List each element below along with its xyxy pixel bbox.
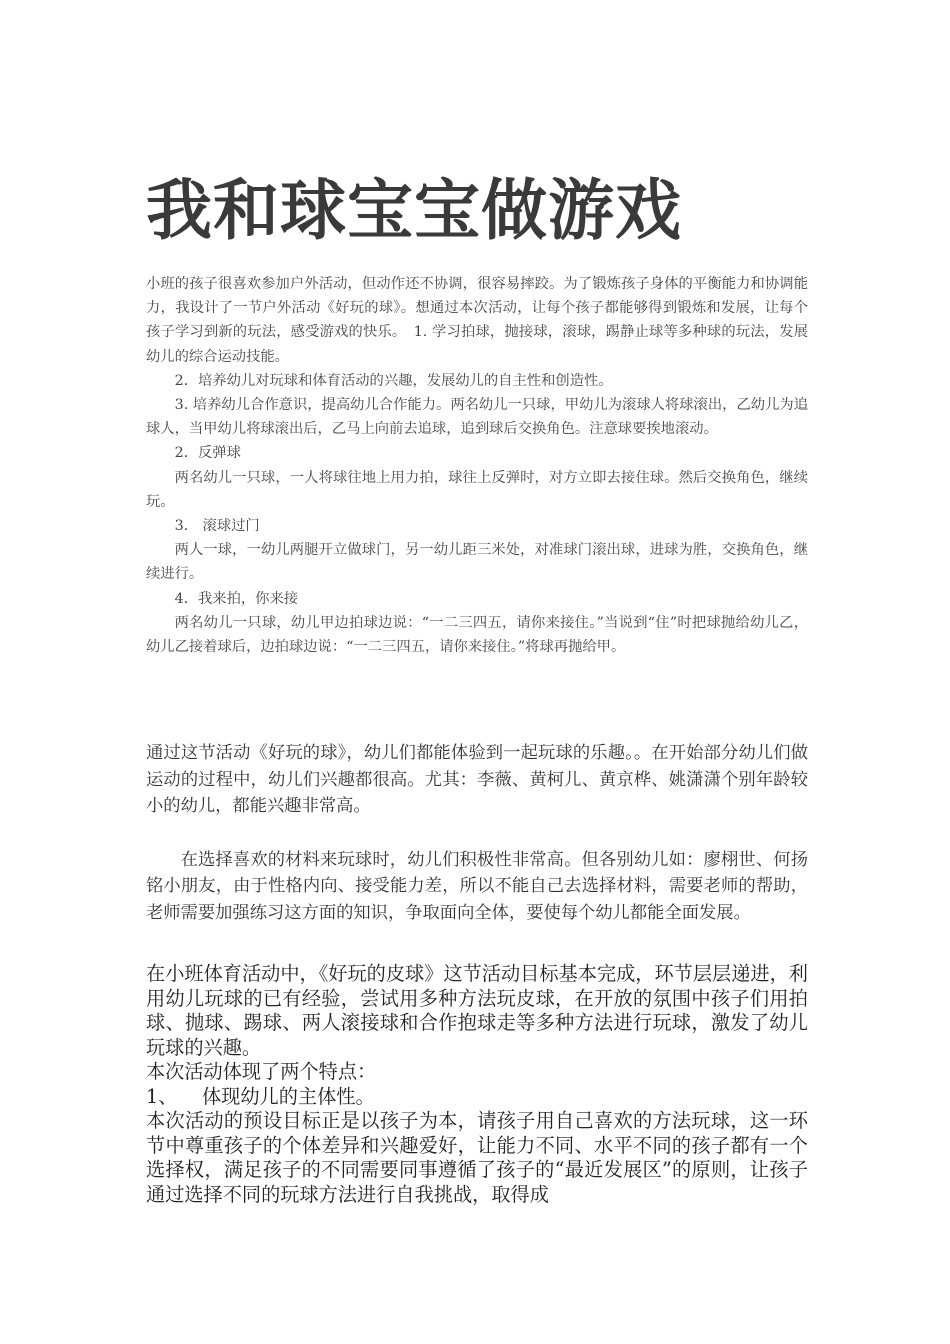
activity-plan-section [146,272,808,659]
reflection-section [146,740,808,926]
game-heading-bounce: 2．反弹球 [174,445,241,462]
game-heading-goal: 3． 滚球过门 [174,518,260,535]
evaluation-paragraph-1: 在小班体育活动中，《好玩的皮球》这节活动目标基本完成，环节层层递进，利用幼儿玩球的已有经验，尝试用多种方法玩皮球，在开放的氛围中孩子们用拍球、抛球、踢球、两人滚接球和合作抱球走等多种方法进行玩球，激发了幼儿玩球的兴趣。 [146,962,808,1059]
game-heading-pat-catch: 4．我来拍，你来接 [174,590,299,607]
list-number: 1、 [146,1084,178,1108]
reflection-paragraph-2: 在选择喜欢的材料来玩球时，幼儿们积极性非常高。但各别幼儿如：廖栩世、何扬铭小朋友，由于性格内向、接受能力差，所以不能自己去选择材料，需要老师的帮助，老师需要加强练习这方面的知识，争取面向全体，要使每个幼儿都能全面发展。 [146,849,808,923]
evaluation-paragraph-3: 本次活动的预设目标正是以孩子为本，请孩子用自己喜欢的方法玩球，这一环节中尊重孩子的个体差异和兴趣爱好，让能力不同、水平不同的孩子都有一个选择权，满足孩子的不同需要同事遵循了孩子的“最近发展区”的原则，让孩子通过选择不同的玩球方法进行自我挑战，取得成 [146,1109,808,1206]
reflection-paragraph-1: 通过这节活动《好玩的球》，幼儿们都能体验到一起玩球的乐趣。。在开始部分幼儿们做运动的过程中，幼儿们兴趣都很高。尤其：李薇、黄柯儿、黄京桦、姚潇潇个别年龄较小的幼儿，都能兴趣非常高。 [146,743,808,816]
goal-2-paragraph: 2．培养幼儿对玩球和体育活动的兴趣，发展幼儿的自主性和创造性。 [174,372,613,389]
goal-3-paragraph: 3. 培养幼儿合作意识，提高幼儿合作能力。两名幼儿一只球，甲幼儿为滚球人将球滚出，乙幼儿为追球人，当甲幼儿将球滚出后，乙马上向前去追球，追到球后交换角色。注意球要挨地滚动。 [146,397,808,438]
game-pat-catch-paragraph: 两名幼儿一只球，幼儿甲边拍球边说：“一二三四五，请你来接住。”当说到“住”时把球抛给幼儿乙，幼儿乙接着球后，边拍球边说：“一二三四五，请你来接住。”将球再抛给甲。 [146,614,808,656]
document-title: 我和球宝宝做游戏 [146,171,682,250]
game-goal-paragraph: 两人一球，一幼儿两腿开立做球门，另一幼儿距三米处，对准球门滚出球，进球为胜，交换角色，继续进行。 [146,542,808,583]
evaluation-list-item [146,1085,808,1110]
list-text: 体现幼儿的主体性。 [202,1084,375,1108]
evaluation-section [146,962,808,1207]
intro-paragraph: 小班的孩子很喜欢参加户外活动，但动作还不协调，很容易摔跤。为了锻炼孩子身体的平衡能力和协调能力，我设计了一节户外活动《好玩的球》。想通过本次活动，让每个孩子都能够得到锻炼和发展，让每个孩子学习到新的玩法，感受游戏的快乐。 1. 学习拍球，抛接球，滚球，踢静止球等多种球的玩法，发展幼儿的综合运动技能。 [146,276,808,365]
evaluation-paragraph-2: 本次活动体现了两个特点： [146,1060,377,1083]
game-bounce-paragraph: 两名幼儿一只球，一人将球往地上用力拍，球往上反弹时，对方立即去接住球。然后交换角色，继续玩。 [146,469,808,510]
